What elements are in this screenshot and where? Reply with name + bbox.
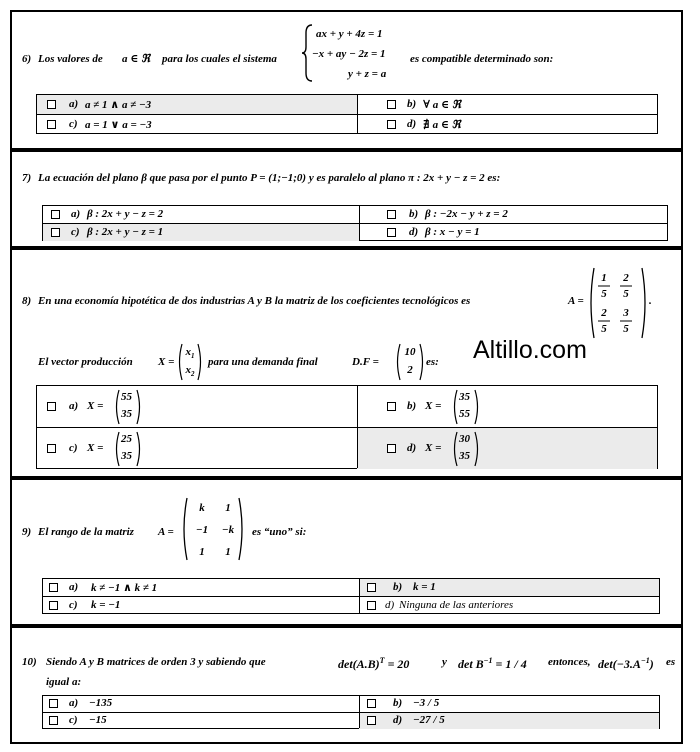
- q8-divider-h: [37, 427, 657, 428]
- q8-matrix-a-11-num: 1: [601, 272, 607, 284]
- checkbox-icon[interactable]: [387, 120, 396, 129]
- checkbox-icon[interactable]: [387, 210, 396, 219]
- q10-option-a-text: −135: [89, 697, 113, 709]
- q10-expr-3: $\det(-3.A^{-1})$: [598, 656, 654, 671]
- q10-expr-1: $\det(A.B)^T = 20$: [338, 656, 410, 671]
- q6-system-eq1: ax + y + 4z = 1: [316, 28, 383, 40]
- checkbox-icon[interactable]: [51, 228, 60, 237]
- checkbox-icon[interactable]: [51, 210, 60, 219]
- q6-text-b: para los cuales el sistema: [162, 53, 277, 65]
- q6-text-a: Los valores de: [38, 53, 103, 65]
- q8-option-b[interactable]: [357, 386, 657, 427]
- checkbox-icon[interactable]: [367, 601, 376, 610]
- q8-option-a-letter: a): [69, 400, 79, 412]
- checkbox-icon[interactable]: [47, 120, 56, 129]
- checkbox-icon[interactable]: [387, 100, 396, 109]
- q6-option-a[interactable]: [37, 95, 357, 114]
- q8-period: .: [649, 295, 652, 307]
- q7-option-a-letter: a): [71, 208, 81, 220]
- checkbox-icon[interactable]: [47, 402, 56, 411]
- q6-system-eq3: y + z = a: [348, 68, 387, 80]
- q9-matrix-21: −1: [195, 524, 209, 536]
- q8-df-vector-1: 10: [404, 346, 416, 358]
- question-10: [10, 626, 683, 744]
- checkbox-icon[interactable]: [47, 100, 56, 109]
- q8-option-d-v2: 35: [459, 450, 470, 462]
- q9-option-c[interactable]: [43, 597, 359, 614]
- q10-option-c[interactable]: [43, 713, 359, 729]
- q7-option-c[interactable]: [43, 224, 359, 241]
- q10-number: 10): [22, 656, 37, 668]
- q8-matrix-a-21-num: 2: [601, 307, 607, 319]
- q9-matrix-22: −k: [221, 524, 235, 536]
- q6-option-d-text: ∄ a ∈ ℜ: [423, 119, 461, 131]
- q8-text-d: es:: [426, 356, 439, 368]
- q8-df-vector-2: 2: [407, 364, 413, 376]
- q8-matrix-a-21-den: 5: [601, 323, 607, 335]
- checkbox-icon[interactable]: [49, 583, 58, 592]
- q8-number: 8): [22, 295, 32, 307]
- q8-a-label: A =: [568, 295, 584, 307]
- q9-matrix-32: 1: [225, 546, 231, 558]
- q6-option-c-text: a = 1 ∨ a = −3: [85, 119, 152, 131]
- q9-text-b: es “uno” si:: [252, 526, 307, 538]
- q10-y: y: [442, 656, 447, 668]
- q10-text-b: entonces,: [548, 656, 591, 668]
- q10-options: [42, 695, 660, 729]
- q10-option-b-letter: b): [393, 697, 403, 709]
- question-7: [10, 150, 683, 248]
- q6-option-d[interactable]: [357, 115, 657, 134]
- q10-divider-h: [43, 712, 659, 713]
- q8-text-b: El vector producción: [38, 356, 133, 368]
- checkbox-icon[interactable]: [49, 601, 58, 610]
- q8-option-c[interactable]: [37, 428, 357, 469]
- q8-matrix-a-12-num: 2: [623, 272, 629, 284]
- q10-option-d[interactable]: [359, 713, 659, 729]
- q6-number: 6): [22, 53, 32, 65]
- q7-option-d[interactable]: [359, 224, 667, 241]
- q6-option-a-text: a ≠ 1 ∧ a ≠ −3: [85, 99, 152, 111]
- q7-number: 7): [22, 172, 32, 184]
- q8-matrix-a-22-num: 3: [623, 307, 629, 319]
- q8-option-d-label: X =: [425, 442, 442, 454]
- q10-option-a-letter: a): [69, 697, 79, 709]
- q9-option-d-text: Ninguna de las anteriores: [399, 599, 514, 611]
- q10-option-b[interactable]: [359, 696, 659, 712]
- q10-expr-2: $\det B^{-1} = 1 / 4$: [458, 656, 527, 671]
- q8-x-vector-1: $x_1$: [185, 346, 195, 361]
- checkbox-icon[interactable]: [49, 699, 58, 708]
- checkbox-icon[interactable]: [367, 699, 376, 708]
- q9-options: [42, 578, 660, 614]
- q7-option-c-letter: c): [71, 226, 80, 238]
- q6-option-c[interactable]: [37, 115, 357, 134]
- q10-option-c-text: −15: [89, 714, 107, 726]
- q6-option-b-text: ∀ a ∈ ℜ: [423, 99, 461, 111]
- q8-matrix-a-22-den: 5: [623, 323, 629, 335]
- q6-system-eq2: −x + ay − 2z = 1: [312, 48, 386, 60]
- q10-text-a: Siendo A y B matrices de orden 3 y sabiendo que: [46, 656, 266, 668]
- q8-x-vector-2: $x_2$: [185, 364, 195, 379]
- q8-option-a-v1: 55: [121, 391, 132, 403]
- q7-divider-h: [43, 223, 667, 224]
- checkbox-icon[interactable]: [367, 583, 376, 592]
- q9-option-a-text: k ≠ −1 ∧ k ≠ 1: [91, 582, 158, 594]
- checkbox-icon[interactable]: [387, 228, 396, 237]
- q8-option-b-letter: b): [407, 400, 417, 412]
- q9-option-b-text: k = 1: [413, 581, 436, 593]
- q9-matrix-11: k: [199, 502, 205, 514]
- q10-option-b-text: −3 / 5: [413, 697, 440, 709]
- q8-option-b-v2: 55: [459, 408, 470, 420]
- q7-option-b-letter: b): [409, 208, 419, 220]
- q6-options: [36, 94, 658, 134]
- checkbox-icon[interactable]: [47, 444, 56, 453]
- q8-option-c-v1: 25: [121, 433, 132, 445]
- q8-option-b-label: X =: [425, 400, 442, 412]
- q9-option-a-letter: a): [69, 581, 79, 593]
- q8-option-b-v1: 35: [459, 391, 470, 403]
- q10-text-c: es: [666, 656, 676, 668]
- question-6: [10, 10, 683, 150]
- q6-text-c: es compatible determinado son:: [410, 53, 554, 65]
- q10-option-c-letter: c): [69, 714, 78, 726]
- q8-option-a[interactable]: [37, 386, 357, 427]
- q8-matrix-a-11-den: 5: [601, 288, 607, 300]
- q7-option-d-text: β : x − y = 1: [425, 226, 480, 238]
- q8-matrix-a-12-den: 5: [623, 288, 629, 300]
- q8-df-label: D.F =: [352, 356, 379, 368]
- q9-option-c-letter: c): [69, 599, 78, 611]
- q8-text-a: En una economía hipotética de dos industrias A y B la matriz de los coeficientes tecnológicos es: [38, 295, 471, 307]
- q7-text: La ecuación del plano β que pasa por el punto P = (1;−1;0) y es paralelo al plano π : 2x + y − z = 2 es:: [38, 172, 501, 184]
- q8-option-c-v2: 35: [121, 450, 132, 462]
- q10-option-d-text: −27 / 5: [413, 714, 445, 726]
- q9-option-a[interactable]: [43, 579, 359, 596]
- q7-option-a-text: β : 2x + y − z = 2: [87, 208, 164, 220]
- q9-matrix-31: 1: [199, 546, 205, 558]
- q7-option-a[interactable]: [43, 206, 359, 223]
- q9-text-a: El rango de la matriz: [38, 526, 134, 538]
- q8-option-d-v1: 30: [459, 433, 470, 445]
- q9-number: 9): [22, 526, 32, 538]
- q7-option-c-text: β : 2x + y − z = 1: [87, 226, 164, 238]
- checkbox-icon[interactable]: [387, 402, 396, 411]
- q9-option-b[interactable]: [359, 579, 659, 596]
- q6-option-a-letter: a): [69, 98, 79, 110]
- q8-x-label: X =: [158, 356, 175, 368]
- q7-option-b[interactable]: [359, 206, 667, 223]
- q7-option-d-letter: d): [409, 226, 419, 238]
- q6-divider-h: [37, 114, 657, 115]
- q10-option-d-letter: d): [393, 714, 403, 726]
- q6-option-b-letter: b): [407, 98, 417, 110]
- q8-option-c-letter: c): [69, 442, 78, 454]
- q8-option-a-label: X =: [87, 400, 104, 412]
- q8-option-a-v2: 35: [121, 408, 132, 420]
- q8-options: [36, 385, 658, 469]
- q10-option-a[interactable]: [43, 696, 359, 712]
- question-9: [10, 478, 683, 626]
- q7-options: [42, 205, 668, 241]
- q9-option-d-letter: d): [385, 599, 395, 611]
- watermark-logo: Altillo.com: [473, 336, 587, 364]
- q10-text-d: igual a:: [46, 676, 82, 688]
- q8-option-d[interactable]: [357, 428, 657, 469]
- q7-option-b-text: β : −2x − y + z = 2: [425, 208, 508, 220]
- q9-option-d[interactable]: [359, 597, 659, 614]
- q9-option-b-letter: b): [393, 581, 403, 593]
- checkbox-icon[interactable]: [49, 716, 58, 725]
- checkbox-icon[interactable]: [387, 444, 396, 453]
- q8-option-c-label: X =: [87, 442, 104, 454]
- q6-option-d-letter: d): [407, 118, 417, 130]
- q8-option-d-letter: d): [407, 442, 417, 454]
- q9-matrix-12: 1: [225, 502, 231, 514]
- checkbox-icon[interactable]: [367, 716, 376, 725]
- q9-option-c-text: k = −1: [91, 599, 121, 611]
- q9-a-label: A =: [158, 526, 174, 538]
- q6-option-b[interactable]: [357, 95, 657, 114]
- q6-option-c-letter: c): [69, 118, 78, 130]
- q6-variable: a ∈ ℜ: [122, 53, 151, 65]
- q8-text-c: para una demanda final: [208, 356, 318, 368]
- q9-divider-h: [43, 596, 659, 597]
